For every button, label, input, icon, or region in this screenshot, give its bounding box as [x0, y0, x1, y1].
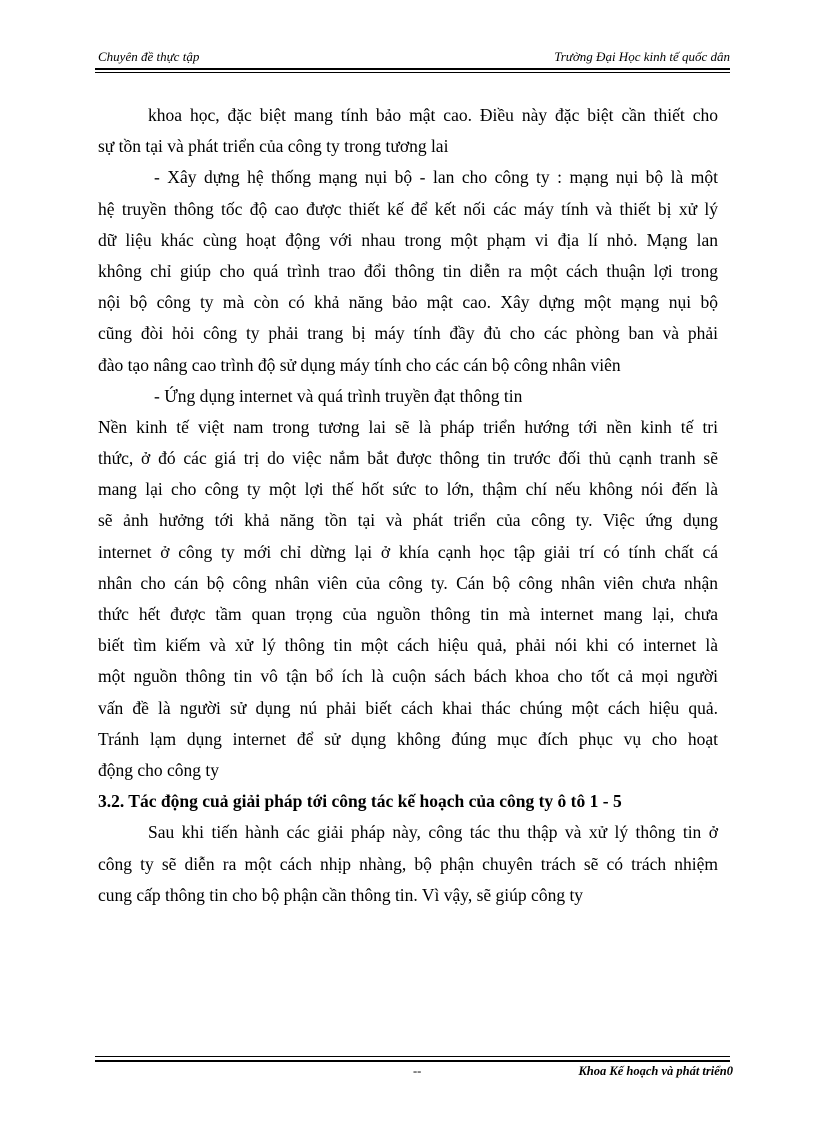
body-line: mang lại cho công ty một lợi thế hốt sức to lớn, thậm chí nếu không nói đến là [98, 479, 718, 500]
body-line: hệ truyền thông tốc độ cao được thiết kế để kết nối các máy tính và thiết bị xử lý [98, 198, 718, 219]
header-right-text: Trường Đại Học kinh tế quốc dân [554, 49, 730, 64]
footer-rule-thin [95, 1056, 730, 1057]
body-line: thức hết được tầm quan trọng của nguồn thông tin mà internet mang lại, chưa [98, 604, 718, 624]
page-header [95, 49, 730, 67]
body-line: Sau khi tiến hành các giải pháp này, công tác thu thập và xử lý thông tin ở [148, 822, 718, 843]
page-number: 0 [726, 1064, 733, 1078]
footer-center-text: -- [413, 1064, 422, 1078]
body-line: thức, ở đó các giá trị do việc nắm bắt được thông tin trước đối thủ cạnh tranh sẽ [98, 448, 718, 469]
body-line: nội bộ công ty mà còn có khả năng bảo mật cao. Xây dựng một mạng nụi bộ [98, 292, 718, 313]
body-line: sự tồn tại và phát triển của công ty trong tương lai [98, 136, 449, 157]
body-line: nhân cho cán bộ công nhân viên của công ty. Cán bộ công nhân viên chưa nhận [98, 572, 718, 593]
body-line: sẽ ảnh hưởng tới khả năng tồn tại và phát triển của công ty. Việc ứng dụng [98, 510, 718, 531]
body-line: cung cấp thông tin cho bộ phận cần thông tin. Vì vậy, sẽ giúp công ty [98, 884, 584, 905]
body-line: một nguồn thông tin vô tận bổ ích là cuộn sách bách khoa cho tốt cả mọi người [98, 666, 718, 687]
header-left-text: Chuyên đề thực tập [98, 49, 200, 64]
body-line: không chỉ giúp cho quá trình trao đổi thông tin diễn ra một cách thuận lợi trong [98, 260, 718, 281]
body-line: internet ở công ty mới chỉ dừng lại ở khía cạnh học tập giải trí có tính chất cá [98, 541, 718, 562]
body-line: cũng đòi hỏi công ty phải trang bị máy tính đầy đủ cho các phòng ban và phải [98, 323, 718, 344]
body-line: Nền kinh tế việt nam trong tương lai sẽ là pháp triển hướng tới nền kinh tế tri [98, 416, 718, 437]
header-rule-thin [95, 72, 730, 73]
header-rule-thick [95, 68, 730, 70]
body-line: - Ứng dụng internet và quá trình truyền đạt thông tin [154, 385, 523, 406]
body-line: biết tìm kiếm và xử lý thông tin một cách hiệu quả, phải nói khi có internet là [98, 635, 718, 656]
section-heading: 3.2. Tác động cuả giải pháp tới công tác kế hoạch của công ty ô tô 1 - 5 [98, 791, 622, 812]
footer-rule-thick [95, 1060, 730, 1062]
body-line: vấn đề là người sử dụng nú phải biết cách khai thác chúng một cách hiệu quả. [98, 697, 718, 718]
body-line: công ty sẽ diễn ra một cách nhịp nhàng, bộ phận chuyên trách sẽ có trách nhiệm [98, 853, 718, 874]
page-footer [95, 1064, 735, 1082]
body-line: dữ liệu khác cùng hoạt động với nhau trong một phạm vi địa lí nhỏ. Mạng lan [98, 229, 718, 250]
body-line: - Xây dựng hệ thống mạng nụi bộ - lan cho công ty : mạng nụi bộ là một [154, 167, 718, 188]
body-line: đào tạo nâng cao trình độ sử dụng máy tính cho các cán bộ công nhân viên [98, 354, 621, 375]
document-body [98, 100, 718, 911]
footer-department: Khoa Kế hoạch và phát triển [578, 1064, 727, 1078]
footer-right-text [578, 1064, 733, 1079]
body-line: Tránh lạm dụng internet để sử dụng không đúng mục đích phục vụ cho hoạt [98, 728, 718, 749]
body-line: động cho công ty [98, 759, 220, 780]
body-line: khoa học, đặc biệt mang tính bảo mật cao. Điều này đặc biệt cần thiết cho [148, 105, 718, 125]
